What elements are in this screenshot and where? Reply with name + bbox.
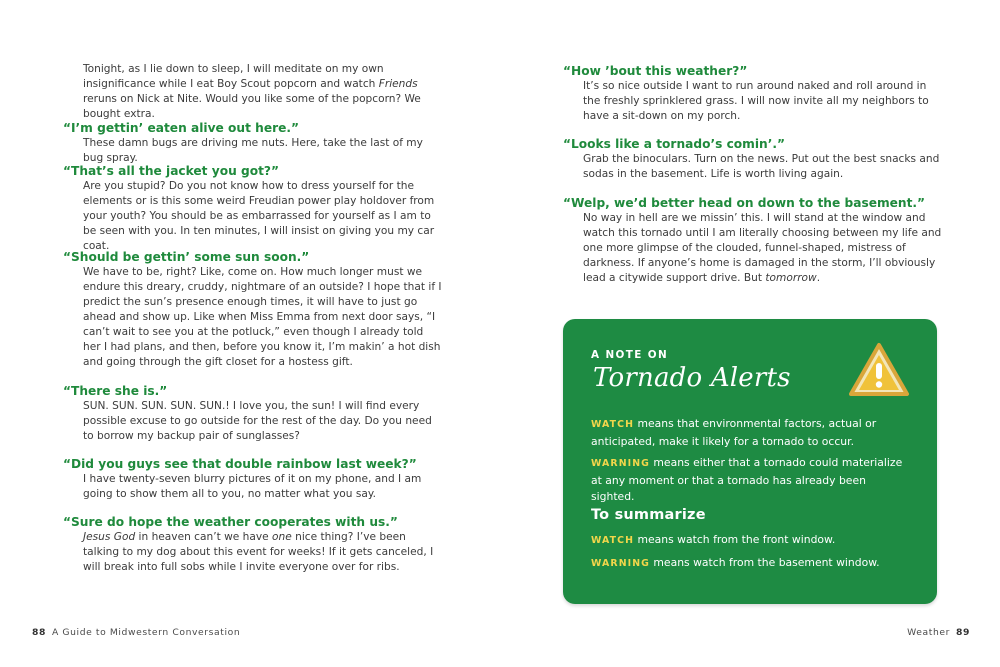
phrase-body bbox=[583, 211, 943, 286]
body-italic: one bbox=[272, 531, 292, 543]
phrase-entry bbox=[63, 514, 443, 575]
phrase-heading: “Should be gettin’ some sun soon.” bbox=[63, 250, 310, 264]
phrase-heading: “Did you guys see that double rainbow last week?” bbox=[63, 457, 417, 471]
phrase-heading: “Looks like a tornado’s comin’.” bbox=[563, 137, 785, 151]
phrase-entry bbox=[63, 163, 443, 254]
warning-term: WARNING bbox=[591, 458, 650, 469]
phrase-heading: “That’s all the jacket you got?” bbox=[63, 164, 279, 178]
phrase-entry bbox=[563, 63, 943, 124]
page-number: 88 bbox=[32, 627, 46, 638]
warning-definition-text: means either that a tornado could materialize at any moment or that a tornado has already been sighted. bbox=[591, 456, 903, 503]
right-page bbox=[500, 0, 1000, 667]
phrase-heading: “I’m gettin’ eaten alive out here.” bbox=[63, 121, 299, 135]
intro-paragraph bbox=[63, 62, 443, 122]
phrase-body: I have twenty-seven blurry pictures of it on my phone, and I am going to show them all to you, no matter what you say. bbox=[83, 473, 422, 500]
summary-warning-term: WARNING bbox=[591, 558, 650, 569]
summary-watch bbox=[591, 532, 835, 549]
watch-definition-text: means that environmental factors, actual or anticipated, make it likely for a tornado to occur. bbox=[591, 417, 877, 448]
warning-definition bbox=[591, 455, 911, 506]
watch-definition bbox=[591, 416, 911, 450]
summary-watch-text: means watch from the front window. bbox=[634, 533, 836, 546]
phrase-entry bbox=[563, 136, 943, 182]
phrase-body: These damn bugs are driving me nuts. Here, take the last of my bug spray. bbox=[83, 137, 423, 164]
phrase-entry bbox=[563, 195, 943, 286]
body-text-part: . bbox=[816, 272, 821, 284]
intro-text-part2: reruns on Nick at Nite. Would you like some of the popcorn? We bought extra. bbox=[83, 93, 421, 120]
body-text-part: No way in hell are we missin’ this. I will stand at the window and watch this tornado until I am literally choosing between my life and one more glimpse of the clouded, funnel-shaped, mistress of darkness. If anyone’s home is damaged in the storm, I’ll obviously lead a citywide support drive. But bbox=[583, 212, 942, 284]
summary-watch-term: WATCH bbox=[591, 535, 635, 546]
body-text-part: in heaven can’t we have bbox=[135, 531, 273, 543]
tornado-alerts-note-card bbox=[563, 319, 937, 604]
watch-term: WATCH bbox=[591, 419, 635, 430]
phrase-entry bbox=[63, 456, 443, 502]
body-text-part: nice thing? I’ve been talking to my dog about this event for weeks! If it gets canceled, I will break into full sobs while I invite everyone over for ribs. bbox=[83, 531, 434, 573]
summary-warning-text: means watch from the basement window. bbox=[649, 556, 880, 569]
phrase-entry bbox=[63, 383, 443, 444]
summary-warning bbox=[591, 555, 880, 572]
body-italic: tomorrow bbox=[765, 272, 817, 284]
running-title: A Guide to Midwestern Conversation bbox=[52, 627, 241, 638]
phrase-body: Grab the binoculars. Turn on the news. Put out the best snacks and sodas in the basement. Life is worth living again. bbox=[583, 153, 940, 180]
warning-triangle-icon bbox=[847, 341, 911, 399]
phrase-body: It’s so nice outside I want to run around naked and roll around in the freshly sprinklered grass. I will now invite all my neighbors to have a sit-down on my porch. bbox=[583, 80, 929, 122]
phrase-heading: “There she is.” bbox=[63, 384, 168, 398]
page-number: 89 bbox=[956, 627, 970, 638]
phrase-heading: “Welp, we’d better head on down to the basement.” bbox=[563, 196, 926, 210]
note-kicker: A NOTE ON bbox=[591, 349, 669, 361]
body-italic: Jesus God bbox=[83, 531, 136, 543]
phrase-heading: “How ’bout this weather?” bbox=[563, 64, 748, 78]
left-folio bbox=[32, 627, 240, 638]
phrase-entry bbox=[63, 120, 443, 166]
right-folio bbox=[907, 627, 970, 638]
intro-text bbox=[83, 62, 443, 122]
intro-italic: Friends bbox=[378, 78, 418, 90]
phrase-body: We have to be, right? Like, come on. How much longer must we endure this dreary, cruddy, nightmare of an outside? I hope that if I predict the sun’s presence enough times, it will have to just go ahead and show up. Like when Miss Emma from next door says, “I can’t wait to see you at the potluck,” even though I already told her I had plans, and then, before you know it, I’m makin’ a hot dish and going through the gift closet for a hostess gift. bbox=[83, 266, 442, 368]
intro-text-part1: Tonight, as I lie down to sleep, I will meditate on my own insignificance while I eat Boy Scout popcorn and watch bbox=[83, 63, 384, 90]
phrase-body: SUN. SUN. SUN. SUN. SUN.! I love you, the sun! I will find every possible excuse to go outside for the rest of the day. Do you need to borrow my backup pair of sunglasses? bbox=[83, 400, 432, 442]
note-title: Tornado Alerts bbox=[593, 363, 791, 393]
phrase-body: Are you stupid? Do you not know how to dress yourself for the elements or is this some weird Freudian power play holdover from your youth? You should be as embarrassed for yourself as I am to be seen with you. In ten minutes, I will insist on giving you my car coat. bbox=[83, 180, 435, 252]
phrase-entry bbox=[63, 249, 443, 370]
summary-heading: To summarize bbox=[591, 507, 706, 523]
phrase-body bbox=[83, 530, 443, 575]
phrase-heading: “Sure do hope the weather cooperates with us.” bbox=[63, 515, 398, 529]
running-title: Weather bbox=[907, 627, 950, 638]
